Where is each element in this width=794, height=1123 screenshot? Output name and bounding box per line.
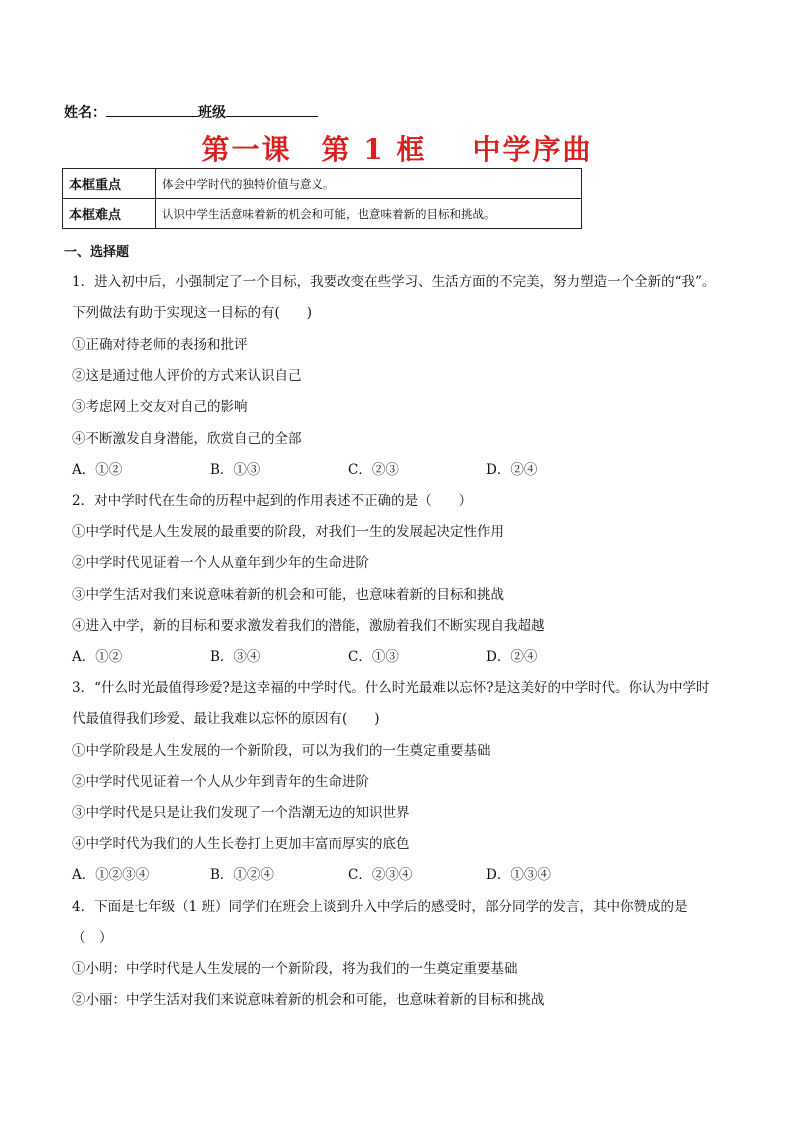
option-b[interactable]: B．①③ bbox=[210, 462, 261, 478]
option-c[interactable]: C．①③ bbox=[348, 649, 399, 665]
option-d[interactable]: D．②④ bbox=[486, 462, 538, 478]
question-item: ①中学阶段是人生发展的一个新阶段，可以为我们的一生奠定重要基础 bbox=[72, 743, 491, 759]
name-label: 姓名： bbox=[64, 105, 106, 121]
question-stem: （ ） bbox=[72, 930, 113, 946]
title-topic: 中学序曲 bbox=[472, 133, 593, 166]
question-item: ①小明：中学时代是人生发展的一个新阶段，将为我们的一生奠定重要基础 bbox=[72, 961, 518, 977]
question-item: ②中学时代见证着一个人从童年到少年的生命进阶 bbox=[72, 555, 369, 571]
class-label: 班级 bbox=[198, 105, 226, 121]
page-title bbox=[0, 128, 794, 168]
question-stem: 3．“什么时光最值得珍爱?是这幸福的中学时代。什么时光最难以忘怀?是这美好的中学时代。你认为中学时 bbox=[72, 680, 710, 696]
question-item: ②小丽：中学生活对我们来说意味着新的机会和可能，也意味着新的目标和挑战 bbox=[72, 992, 545, 1008]
option-a[interactable]: A．①② bbox=[72, 462, 123, 478]
option-b[interactable]: B．①②④ bbox=[210, 867, 274, 883]
question-stem: 1．进入初中后，小强制定了一个目标，我要改变在些学习、生活方面的不完美，努力塑造一个全新的“我”。 bbox=[72, 274, 716, 290]
option-a[interactable]: A．①② bbox=[72, 649, 123, 665]
name-blank[interactable] bbox=[106, 102, 198, 117]
title-lesson: 第一课 bbox=[201, 133, 292, 166]
keypoint-row-focus bbox=[63, 169, 582, 199]
question-item: ①正确对待老师的表扬和批评 bbox=[72, 337, 248, 353]
option-b[interactable]: B．③④ bbox=[210, 649, 261, 665]
keypoint-content: 认识中学生活意味着新的机会和可能，也意味着新的目标和挑战。 bbox=[156, 199, 582, 229]
question-stem: 4．下面是七年级（1 班）同学们在班会上谈到升入中学后的感受时，部分同学的发言，其中你赞成的是 bbox=[72, 899, 688, 915]
option-d[interactable]: D．②④ bbox=[486, 649, 538, 665]
question-item: ④不断激发自身潜能，欣赏自己的全部 bbox=[72, 431, 302, 447]
question-item: ④进入中学，新的目标和要求激发着我们的潜能，激励着我们不断实现自我超越 bbox=[72, 618, 545, 634]
name-class-line bbox=[64, 102, 318, 122]
question-item: ②这是通过他人评价的方式来认识自己 bbox=[72, 368, 302, 384]
option-c[interactable]: C．②③④ bbox=[348, 867, 413, 883]
class-blank[interactable] bbox=[226, 102, 318, 117]
question-stem: 代最值得我们珍爱、最让我难以忘怀的原因有( ) bbox=[72, 711, 380, 727]
option-a[interactable]: A．①②③④ bbox=[72, 867, 150, 883]
keypoint-label: 本框重点 bbox=[63, 169, 156, 199]
answer-options bbox=[72, 458, 624, 478]
keypoint-label: 本框难点 bbox=[63, 199, 156, 229]
question-item: ④中学时代为我们的人生长卷打上更加丰富而厚实的底色 bbox=[72, 836, 410, 852]
title-frame: 第 1 框 bbox=[321, 133, 427, 166]
keypoint-content: 体会中学时代的独特价值与意义。 bbox=[156, 169, 582, 199]
question-stem: 下列做法有助于实现这一目标的有( ) bbox=[72, 305, 313, 321]
option-d[interactable]: D．①③④ bbox=[486, 867, 551, 883]
section-title: 一、选择题 bbox=[64, 245, 130, 260]
question-item: ③中学生活对我们来说意味着新的机会和可能，也意味着新的目标和挑战 bbox=[72, 587, 504, 603]
keypoints-table bbox=[62, 168, 582, 229]
option-c[interactable]: C．②③ bbox=[348, 462, 399, 478]
question-item: ①中学时代是人生发展的最重要的阶段，对我们一生的发展起决定性作用 bbox=[72, 524, 504, 540]
answer-options bbox=[72, 645, 624, 665]
question-stem: 2．对中学时代在生命的历程中起到的作用表述不正确的是（ ） bbox=[72, 493, 473, 509]
question-item: ③中学时代是只是让我们发现了一个浩潮无边的知识世界 bbox=[72, 805, 410, 821]
answer-options bbox=[72, 863, 624, 883]
keypoint-row-difficulty bbox=[63, 199, 582, 229]
question-item: ③考虑网上交友对自己的影响 bbox=[72, 399, 248, 415]
question-item: ②中学时代见证着一个人从少年到青年的生命进阶 bbox=[72, 774, 369, 790]
